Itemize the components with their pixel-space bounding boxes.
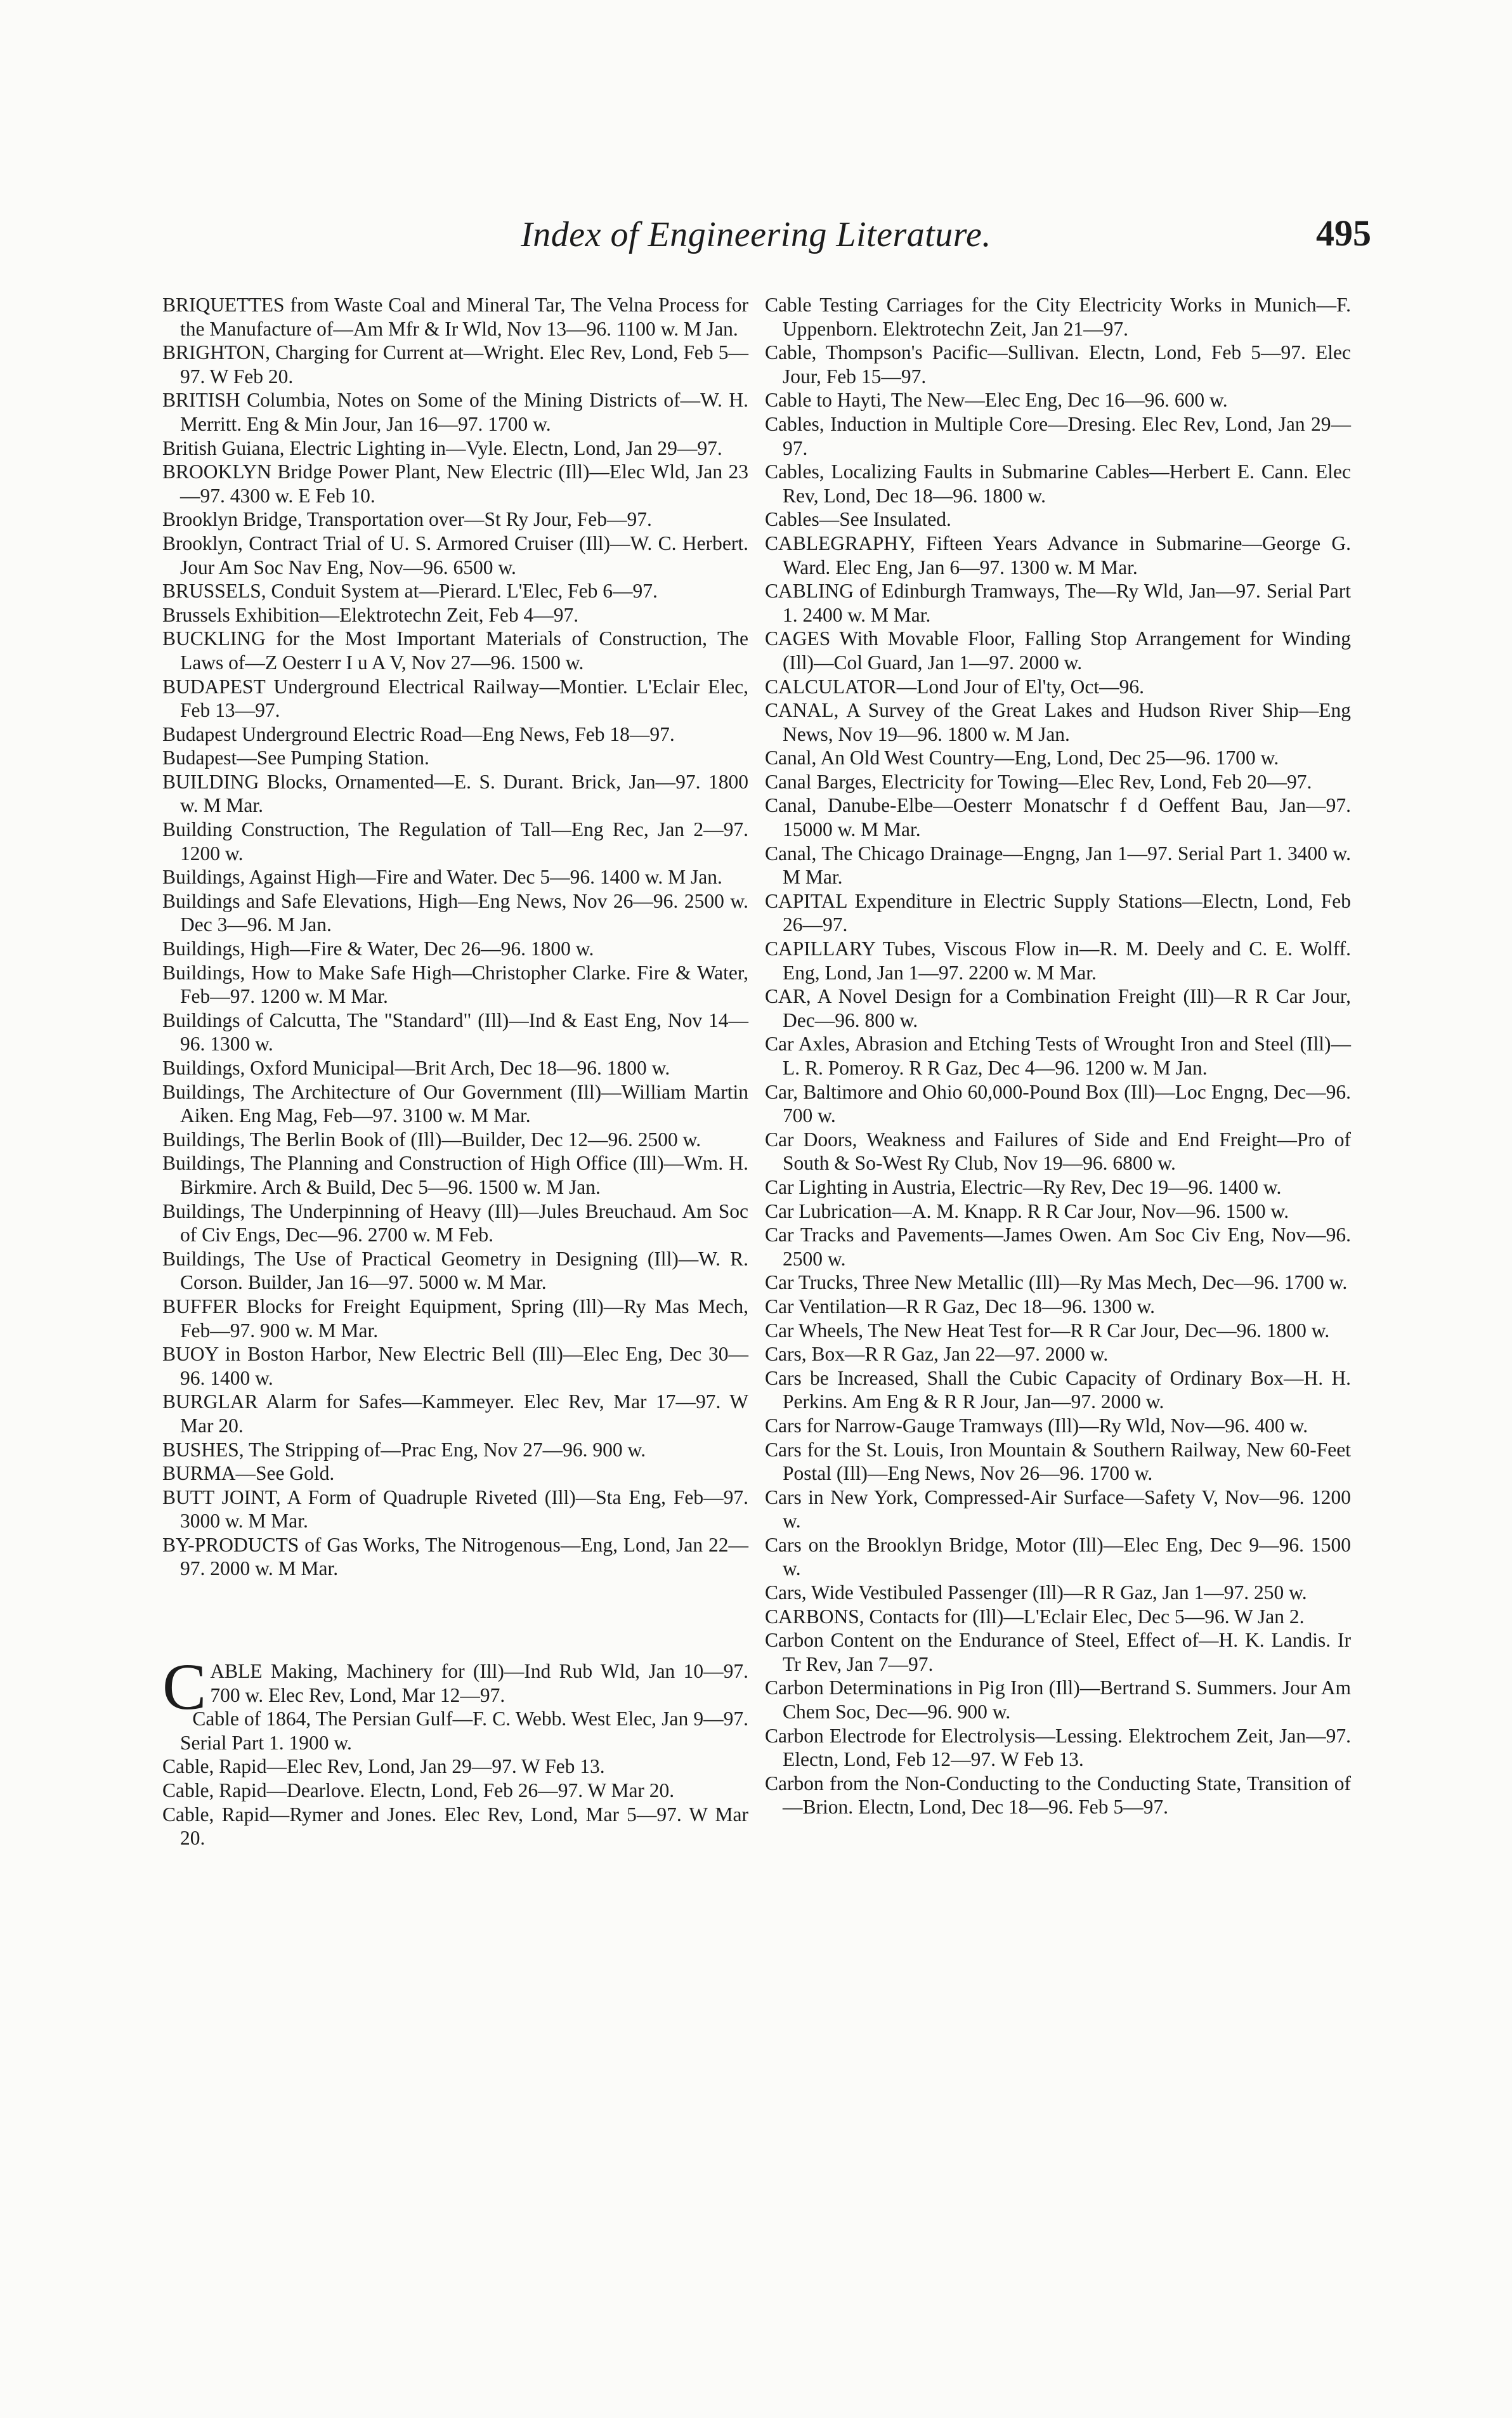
index-entry: CALCULATOR—Lond Jour of El'ty, Oct—96. (765, 675, 1145, 698)
index-entry: Buildings, The Berlin Book of (Ill)—Builder, Dec 12—96. 2500 w. (162, 1128, 701, 1151)
right-column (765, 293, 1351, 1819)
index-entry: CAGES With Movable Floor, Falling Stop Arrangement for Winding (Ill)—Col Guard, Jan 1—97. 2000 w. (765, 627, 1351, 674)
index-entry: Canal, Danube-Elbe—Oesterr Monatschr f d Oeffent Bau, Jan—97. 15000 w. M Mar. (765, 794, 1351, 841)
index-entry: BRIGHTON, Charging for Current at—Wright. Elec Rev, Lond, Feb 5—97. W Feb 20. (162, 341, 748, 388)
index-entry: Car Wheels, The New Heat Test for—R R Car Jour, Dec—96. 1800 w. (765, 1319, 1330, 1342)
index-entry: Car Axles, Abrasion and Etching Tests of Wrought Iron and Steel (Ill)—L. R. Pomeroy. R R Gaz, Dec 4—96. 1200 w. M Jan. (765, 1033, 1351, 1079)
index-entry: Car Lubrication—A. M. Knapp. R R Car Jour, Nov—96. 1500 w. (765, 1199, 1289, 1222)
index-entry: Cable, Thompson's Pacific—Sullivan. Electn, Lond, Feb 5—97. Elec Jour, Feb 15—97. (765, 341, 1351, 388)
index-entry: Buildings, The Underpinning of Heavy (Ill)—Jules Breuchaud. Am Soc of Civ Engs, Dec—96. 2700 w. M Feb. (162, 1199, 748, 1246)
drop-cap-entry-text: ABLE Making, Machinery for (Ill)—Ind Rub Wld, Jan 10—97. 700 w. Elec Rev, Lond, Mar 12—97. (210, 1660, 748, 1706)
index-entry: Car Ventilation—R R Gaz, Dec 18—96. 1300 w. (765, 1295, 1156, 1317)
index-entry: Carbon from the Non-Conducting to the Conducting State, Transition of—Brion. Electn, Lond, Dec 18—96. Feb 5—97. (765, 1772, 1351, 1819)
index-entry: BUCKLING for the Most Important Materials of Construction, The Laws of—Z Oesterr I u A V, Nov 27—96. 1500 w. (162, 627, 748, 674)
index-entry: BRIQUETTES from Waste Coal and Mineral Tar, The Velna Process for the Manufacture of—Am Mfr & Ir Wld, Nov 13—96. 1100 w. M Jan. (162, 294, 748, 340)
index-entry: Car, Baltimore and Ohio 60,000-Pound Box (Ill)—Loc Engng, Dec—96. 700 w. (765, 1080, 1351, 1127)
index-entry: BRUSSELS, Conduit System at—Pierard. L'Elec, Feb 6—97. (162, 580, 658, 603)
page-number: 495 (1316, 212, 1371, 254)
index-entry: Buildings, Oxford Municipal—Brit Arch, Dec 18—96. 1800 w. (162, 1057, 670, 1079)
index-entry: Cable Testing Carriages for the City Electricity Works in Munich—F. Uppenborn. Elektrotechn Zeit, Jan 21—97. (765, 294, 1351, 340)
index-entry: Canal, The Chicago Drainage—Engng, Jan 1—97. Serial Part 1. 3400 w. M Mar. (765, 842, 1351, 889)
index-entry: CAPILLARY Tubes, Viscous Flow in—R. M. Deely and C. E. Wolff. Eng, Lond, Jan 1—97. 2200 w. M Mar. (765, 938, 1351, 984)
index-entry: Brooklyn Bridge, Transportation over—St Ry Jour, Feb—97. (162, 508, 652, 531)
index-entry: Buildings, How to Make Safe High—Christopher Clarke. Fire & Water, Feb—97. 1200 w. M Mar. (162, 961, 748, 1008)
index-entry: British Guiana, Electric Lighting in—Vyle. Electn, Lond, Jan 29—97. (162, 436, 722, 459)
index-entry: Car Doors, Weakness and Failures of Side and End Freight—Pro of South & So-West Ry Club, Nov 19—96. 6800 w. (765, 1128, 1351, 1175)
index-entry: Cars for Narrow-Gauge Tramways (Ill)—Ry Wld, Nov—96. 400 w. (765, 1414, 1308, 1437)
index-entry: BUILDING Blocks, Ornamented—E. S. Durant. Brick, Jan—97. 1800 w. M Mar. (162, 770, 748, 817)
section-gap (162, 1581, 748, 1659)
left-column (162, 293, 748, 1850)
index-entry: BRITISH Columbia, Notes on Some of the Mining Districts of—W. H. Merritt. Eng & Min Jour, Jan 16—97. 1700 w. (162, 389, 748, 435)
index-entry: Cars be Increased, Shall the Cubic Capacity of Ordinary Box—H. H. Perkins. Am Eng & R R Jour, Jan—97. 2000 w. (765, 1366, 1351, 1413)
index-entry: Buildings, The Use of Practical Geometry in Designing (Ill)—W. R. Corson. Builder, Jan 16—97. 5000 w. M Mar. (162, 1247, 748, 1294)
index-entry: Buildings and Safe Elevations, High—Eng News, Nov 26—96. 2500 w. Dec 3—96. M Jan. (162, 889, 748, 936)
index-entry: Buildings, High—Fire & Water, Dec 26—96. 1800 w. (162, 938, 594, 960)
page-title: Index of Engineering Literature. (521, 215, 991, 254)
index-entry: BUFFER Blocks for Freight Equipment, Spring (Ill)—Ry Mas Mech, Feb—97. 900 w. M Mar. (162, 1295, 748, 1342)
index-entry: Cables, Induction in Multiple Core—Dresing. Elec Rev, Lond, Jan 29—97. (765, 412, 1351, 459)
index-entry: Cars in New York, Compressed-Air Surface—Safety V, Nov—96. 1200 w. (765, 1486, 1351, 1532)
index-entry: Car Trucks, Three New Metallic (Ill)—Ry Mas Mech, Dec—96. 1700 w. (765, 1271, 1348, 1294)
index-entry: Cable of 1864, The Persian Gulf—F. C. Webb. West Elec, Jan 9—97. Serial Part 1. 1900 w. (180, 1708, 748, 1754)
index-entry: Buildings, The Architecture of Our Government (Ill)—William Martin Aiken. Eng Mag, Feb—97. 3100 w. M Mar. (162, 1080, 748, 1127)
index-entry: Cables—See Insulated. (765, 508, 951, 531)
index-entry: Cables, Localizing Faults in Submarine Cables—Herbert E. Cann. Elec Rev, Lond, Dec 18—96. 1800 w. (765, 461, 1351, 507)
index-entry: Carbon Determinations in Pig Iron (Ill)—Bertrand S. Summers. Jour Am Chem Soc, Dec—96. 900 w. (765, 1676, 1351, 1723)
index-entry: Canal Barges, Electricity for Towing—Elec Rev, Lond, Feb 20—97. (765, 770, 1312, 793)
index-entry: CAR, A Novel Design for a Combination Freight (Ill)—R R Car Jour, Dec—96. 800 w. (765, 985, 1351, 1031)
index-entry: BURMA—See Gold. (162, 1462, 335, 1485)
index-entry: Car Lighting in Austria, Electric—Ry Rev, Dec 19—96. 1400 w. (765, 1175, 1282, 1198)
index-entry: CAPITAL Expenditure in Electric Supply Stations—Electn, Lond, Feb 26—97. (765, 889, 1351, 936)
index-entry: Cable to Hayti, The New—Elec Eng, Dec 16—96. 600 w. (765, 389, 1228, 412)
index-entry: Budapest Underground Electric Road—Eng News, Feb 18—97. (162, 722, 675, 745)
index-entry: CABLEGRAPHY, Fifteen Years Advance in Submarine—George G. Ward. Elec Eng, Jan 6—97. 1300 w. M Mar. (765, 532, 1351, 578)
index-entry: Cable, Rapid—Rymer and Jones. Elec Rev, Lond, Mar 5—97. W Mar 20. (162, 1803, 748, 1850)
index-entry: Buildings, The Planning and Construction of High Office (Ill)—Wm. H. Birkmire. Arch & Build, Dec 5—96. 1500 w. M Jan. (162, 1152, 748, 1198)
index-entry: Cars, Box—R R Gaz, Jan 22—97. 2000 w. (765, 1343, 1109, 1366)
index-entry: Carbon Electrode for Electrolysis—Lessing. Elektrochem Zeit, Jan—97. Electn, Lond, Feb 12—97. W Feb 13. (765, 1724, 1351, 1771)
index-entry: Canal, An Old West Country—Eng, Lond, Dec 25—96. 1700 w. (765, 747, 1279, 769)
index-entry: Brussels Exhibition—Elektrotechn Zeit, Feb 4—97. (162, 603, 579, 626)
index-entry: BUSHES, The Stripping of—Prac Eng, Nov 27—96. 900 w. (162, 1438, 646, 1461)
index-entry: BURGLAR Alarm for Safes—Kammeyer. Elec Rev, Mar 17—97. W Mar 20. (162, 1390, 748, 1437)
index-entry: Cable, Rapid—Dearlove. Electn, Lond, Feb 26—97. W Mar 20. (162, 1779, 675, 1802)
drop-cap: C (162, 1650, 207, 1724)
index-entry: BUTT JOINT, A Form of Quadruple Riveted (Ill)—Sta Eng, Feb—97. 3000 w. M Mar. (162, 1486, 748, 1532)
cable-section-first-entry (162, 1650, 748, 1724)
index-entry: BY-PRODUCTS of Gas Works, The Nitrogenous—Eng, Lond, Jan 22—97. 2000 w. M Mar. (162, 1533, 748, 1580)
index-entry: BROOKLYN Bridge Power Plant, New Electric (Ill)—Elec Wld, Jan 23—97. 4300 w. E Feb 10. (162, 461, 748, 507)
index-entry: Cars, Wide Vestibuled Passenger (Ill)—R R Gaz, Jan 1—97. 250 w. (765, 1581, 1307, 1604)
index-entry: BUDAPEST Underground Electrical Railway—Montier. L'Eclair Elec, Feb 13—97. (162, 675, 748, 722)
index-entry: Buildings of Calcutta, The "Standard" (Ill)—Ind & East Eng, Nov 14—96. 1300 w. (162, 1009, 748, 1055)
index-entry: CARBONS, Contacts for (Ill)—L'Eclair Elec, Dec 5—96. W Jan 2. (765, 1605, 1305, 1628)
index-entry: Budapest—See Pumping Station. (162, 747, 429, 769)
index-entry: Car Tracks and Pavements—James Owen. Am Soc Civ Eng, Nov—96. 2500 w. (765, 1224, 1351, 1270)
index-entry: CANAL, A Survey of the Great Lakes and Hudson River Ship—Eng News, Nov 19—96. 1800 w. M Jan. (765, 699, 1351, 745)
index-entry: CABLING of Edinburgh Tramways, The—Ry Wld, Jan—97. Serial Part 1. 2400 w. M Mar. (765, 580, 1351, 626)
index-entry: Cable, Rapid—Elec Rev, Lond, Jan 29—97. W Feb 13. (162, 1755, 605, 1778)
index-entry: BUOY in Boston Harbor, New Electric Bell (Ill)—Elec Eng, Dec 30—96. 1400 w. (162, 1343, 748, 1389)
index-entry: Carbon Content on the Endurance of Steel, Effect of—H. K. Landis. Ir Tr Rev, Jan 7—97. (765, 1629, 1351, 1675)
index-entry: Cars for the St. Louis, Iron Mountain & Southern Railway, New 60-Feet Postal (Ill)—Eng News, Nov 26—96. 1700 w. (765, 1438, 1351, 1485)
index-entry: Brooklyn, Contract Trial of U. S. Armored Cruiser (Ill)—W. C. Herbert. Jour Am Soc Nav Eng, Nov—96. 6500 w. (162, 532, 748, 578)
index-entry: Cars on the Brooklyn Bridge, Motor (Ill)—Elec Eng, Dec 9—96. 1500 w. (765, 1533, 1351, 1580)
index-entry: Building Construction, The Regulation of Tall—Eng Rec, Jan 2—97. 1200 w. (162, 818, 748, 865)
index-entry: Buildings, Against High—Fire and Water. Dec 5—96. 1400 w. M Jan. (162, 866, 722, 889)
